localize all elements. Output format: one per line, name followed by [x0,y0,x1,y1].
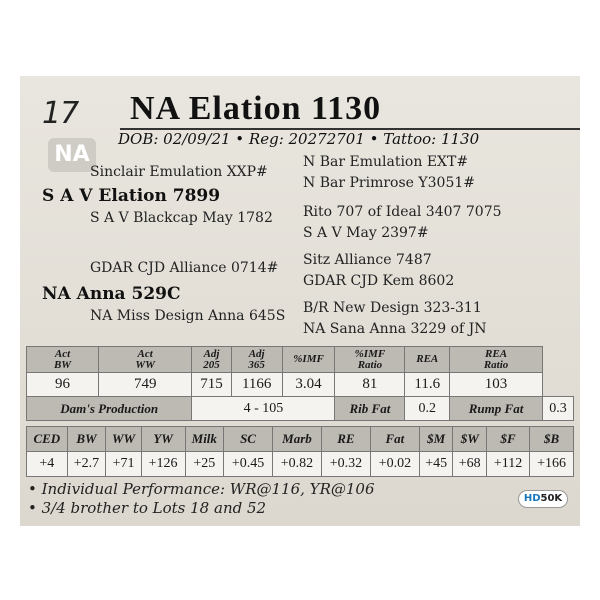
pedigree-right-5: Sitz Alliance 7487 [303,252,432,268]
lot-number: 17 [42,96,79,131]
epd-value-ced: +4 [27,452,68,477]
epd-value-marb: +0.82 [273,452,322,477]
ranch-logo: NA [48,138,96,172]
epd-value-ww: +71 [106,452,141,477]
badge-50k-text: 50K [540,493,563,504]
animal-name: NA Elation 1130 [130,90,382,127]
epd-header-marb: Marb [273,427,322,452]
value-rea: 11.6 [405,373,450,397]
epd-value-f: +112 [487,452,530,477]
col-adj-205: Adj 205 [192,347,231,373]
epd-header-ww: WW [106,427,141,452]
pedigree-sire: S A V Elation 7899 [42,186,221,206]
note-brother-lots: • 3/4 brother to Lots 18 and 52 [28,499,267,517]
dams-production-value: 4 - 105 [192,397,335,421]
col-imf-ratio: %IMF Ratio [335,347,405,373]
col-rea: REA [405,347,450,373]
value-imf-ratio: 81 [335,373,405,397]
pedigree-dam-sire: GDAR CJD Alliance 0714# [90,260,279,276]
dob-reg-tattoo: DOB: 02/09/21 • Reg: 20272701 • Tattoo: 1130 [118,130,480,148]
dams-production-row [27,397,574,421]
rump-fat-value: 0.3 [543,397,574,421]
epd-header-yw: YW [141,427,185,452]
rump-fat-label: Rump Fat [450,397,543,421]
epd-header-ced: CED [27,427,68,452]
pedigree-right-6: GDAR CJD Kem 8602 [303,273,455,289]
note-individual-performance: • Individual Performance: WR@116, YR@106 [28,480,375,498]
col-adj-365: Adj 365 [231,347,282,373]
value-act-bw: 96 [27,373,99,397]
dams-production-label: Dam's Production [27,397,192,421]
badge-hd-text: HD [523,493,541,504]
col-act-ww: Act WW [99,347,192,373]
epd-value-fat: +0.02 [370,452,419,477]
pedigree-right-1: N Bar Emulation EXT# [303,154,469,170]
epd-header-bw: BW [67,427,106,452]
epd-values-row [27,452,574,477]
rib-fat-value: 0.2 [405,397,450,421]
epd-header-f: $F [487,427,530,452]
pedigree-dam: NA Anna 529C [42,284,181,304]
epd-header-w: $W [453,427,487,452]
pedigree-dam-dam: NA Miss Design Anna 645S [90,308,286,324]
epd-value-yw: +126 [141,452,185,477]
epd-value-b: +166 [530,452,574,477]
epd-table [26,426,574,477]
col-rea-ratio: REA Ratio [450,347,543,373]
epd-header-sc: SC [224,427,273,452]
col-imf: %IMF [282,347,335,373]
performance-values-row [27,373,574,397]
epd-value-milk: +25 [185,452,224,477]
genomic-badge [518,490,568,508]
epd-header-fat: Fat [370,427,419,452]
epd-value-m: +45 [419,452,453,477]
epd-header-re: RE [321,427,370,452]
epd-value-bw: +2.7 [67,452,106,477]
epd-header-b: $B [530,427,574,452]
epd-header-row [27,427,574,452]
epd-value-re: +0.32 [321,452,370,477]
value-adj-365: 1166 [231,373,282,397]
notes [28,480,375,518]
value-act-ww: 749 [99,373,192,397]
performance-table [26,346,574,421]
col-act-bw: Act BW [27,347,99,373]
pedigree-right-7: B/R New Design 323-311 [303,300,482,316]
value-rea-ratio: 103 [450,373,543,397]
pedigree-right-2: N Bar Primrose Y3051# [303,175,475,191]
pedigree-sire-dam: S A V Blackcap May 1782 [90,210,273,226]
lot-card [20,76,580,526]
pedigree-right-4: S A V May 2397# [303,225,429,241]
epd-header-m: $M [419,427,453,452]
pedigree-right-3: Rito 707 of Ideal 3407 7075 [303,204,502,220]
pedigree-sire-sire: Sinclair Emulation XXP# [90,164,268,180]
rib-fat-label: Rib Fat [335,397,405,421]
value-adj-205: 715 [192,373,231,397]
value-imf: 3.04 [282,373,335,397]
performance-header-row [27,347,574,373]
epd-value-sc: +0.45 [224,452,273,477]
epd-value-w: +68 [453,452,487,477]
epd-header-milk: Milk [185,427,224,452]
pedigree-right-8: NA Sana Anna 3229 of JN [303,321,487,337]
